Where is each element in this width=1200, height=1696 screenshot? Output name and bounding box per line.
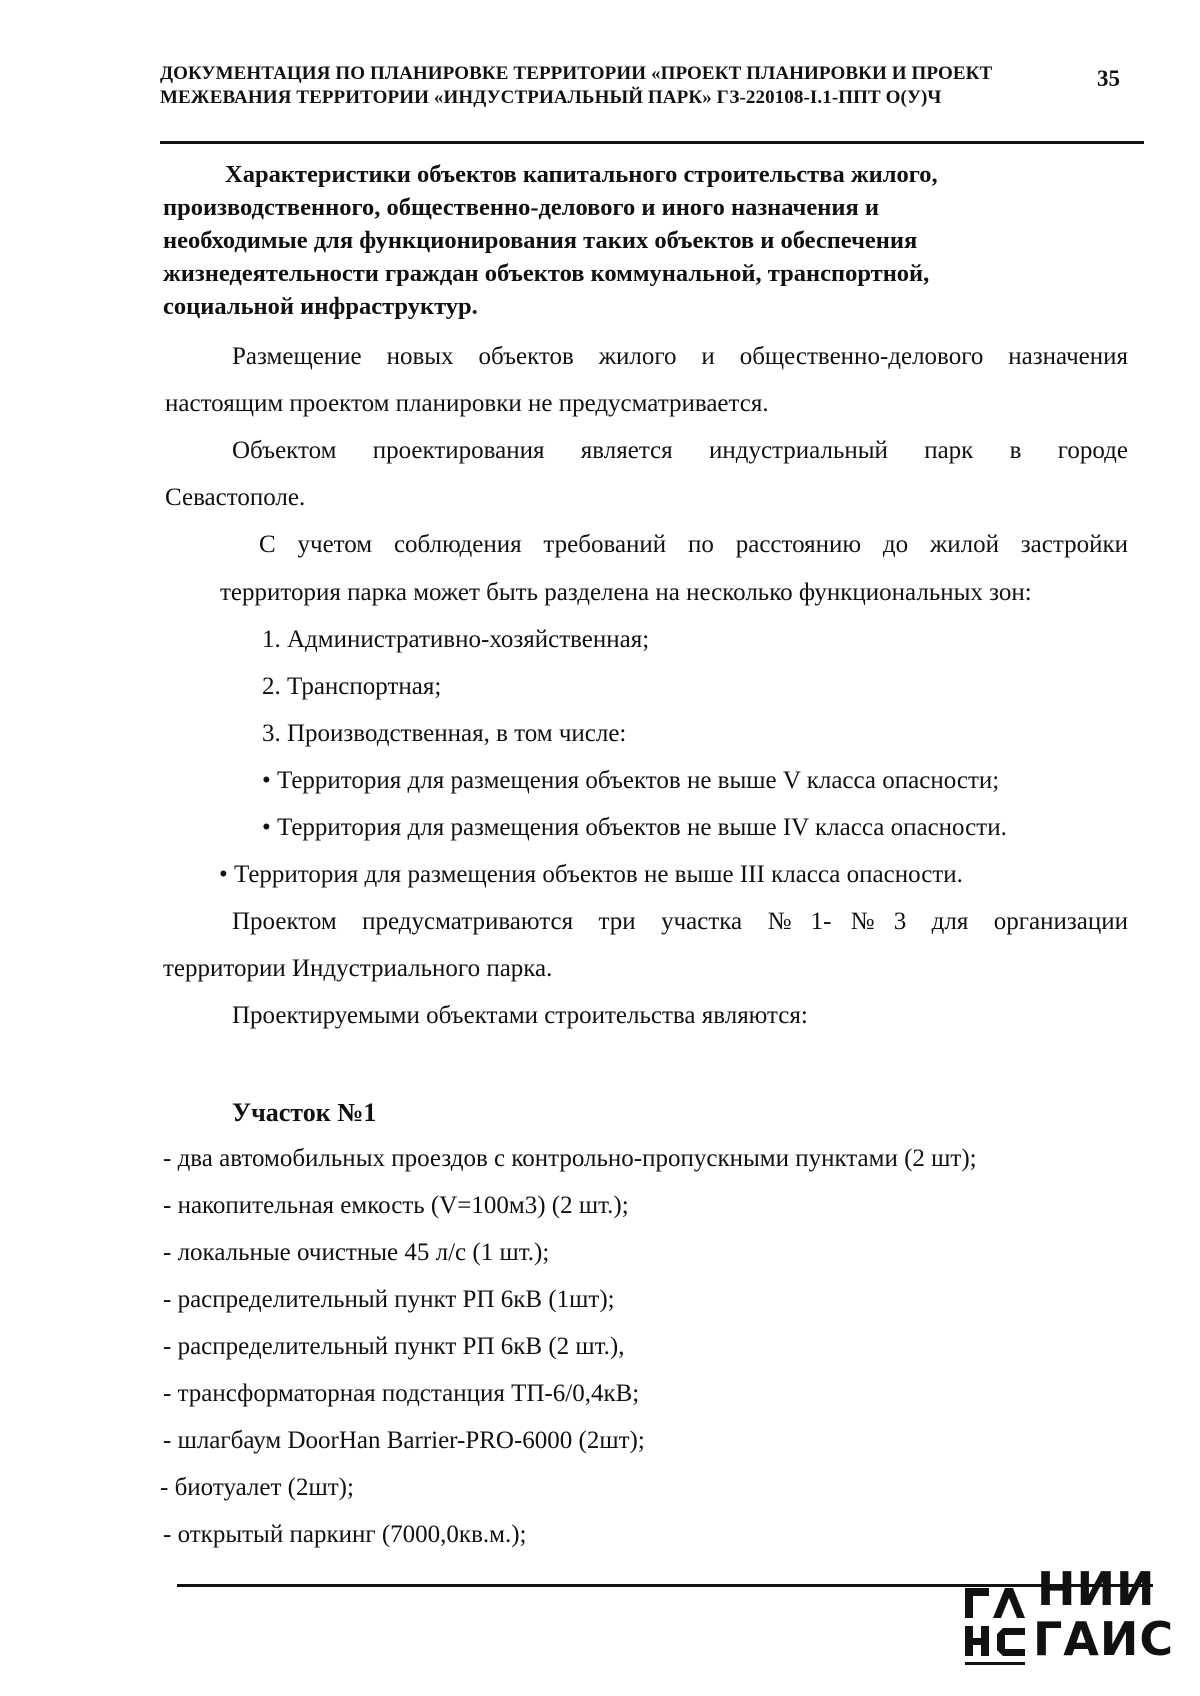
section-item: - два автомобильных проездов с контрольно-пропускными пунктами (2 шт); xyxy=(163,1145,977,1172)
paragraph-line: территория парка может быть разделена на несколько функциональных зон: xyxy=(220,579,1032,606)
section-heading xyxy=(163,158,1123,323)
section-item: - трансформаторная подстанция ТП-6/0,4кВ; xyxy=(163,1380,640,1407)
page-number: 35 xyxy=(1097,66,1120,91)
header-line-2: МЕЖЕВАНИЯ ТЕРРИТОРИИ «ИНДУСТРИАЛЬНЫЙ ПАРК» ГЗ-220108-I.1-ППТ О(У)Ч xyxy=(160,87,942,108)
header-line-1: ДОКУМЕНТАЦИЯ ПО ПЛАНИРОВКЕ ТЕРРИТОРИИ «ПРОЕКТ ПЛАНИРОВКИ И ПРОЕКТ xyxy=(160,63,993,84)
zone-item: • Территория для размещения объектов не выше V класса опасности; xyxy=(262,767,1000,794)
header-divider xyxy=(160,141,1144,144)
heading-line: жизнедеятельности граждан объектов коммунальной, транспортной, xyxy=(163,260,930,287)
section-item: - локальные очистные 45 л/с (1 шт.); xyxy=(163,1239,550,1266)
section-item: - шлагбаум DoorHan Barrier-PRO-6000 (2шт); xyxy=(163,1427,645,1454)
zone-item: 2. Транспортная; xyxy=(262,673,442,700)
section-item: - открытый паркинг (7000,0кв.м.); xyxy=(163,1521,527,1548)
section-item: - распределительный пункт РП 6кВ (1шт); xyxy=(163,1286,615,1313)
paragraph-line: настоящим проектом планировки не предусматривается. xyxy=(165,390,769,417)
heading-line: необходимые для функционирования таких объектов и обеспечения xyxy=(163,227,918,254)
paragraph-line: Проектируемыми объектами строительства являются: xyxy=(232,1002,808,1029)
zone-item: • Территория для размещения объектов не выше IV класса опасности. xyxy=(262,814,1007,841)
section-item: - распределительный пункт РП 6кВ (2 шт.), xyxy=(163,1333,625,1360)
paragraph-line: С учетом соблюдения требований по расстоянию до жилой застройки xyxy=(259,531,1128,558)
section-item: - биотуалет (2шт); xyxy=(160,1474,354,1501)
paragraph-line: Севастополе. xyxy=(165,484,306,511)
zone-item: 1. Административно-хозяйственная; xyxy=(262,626,650,653)
logo-mark-icon xyxy=(963,1570,1029,1674)
zone-item: 3. Производственная, в том числе: xyxy=(262,720,627,747)
section-title: Участок №1 xyxy=(232,1098,377,1127)
zone-item: • Территория для размещения объектов не выше III класса опасности. xyxy=(219,861,963,888)
document-header xyxy=(160,62,1020,110)
heading-line: социальной инфраструктур. xyxy=(163,293,478,320)
heading-line: Характеристики объектов капитального строительства жилого, xyxy=(225,161,938,188)
logo-text-line-1: НИИ xyxy=(1037,1562,1156,1616)
heading-line: производственного, общественно-делового и иного назначения и xyxy=(163,194,879,221)
nii-gais-logo xyxy=(963,1562,1175,1680)
section-item: - накопительная емкость (V=100м3) (2 шт.); xyxy=(163,1192,629,1219)
paragraph-line: Размещение новых объектов жилого и общественно-делового назначения xyxy=(232,343,1128,370)
paragraph-line: территории Индустриального парка. xyxy=(163,955,553,982)
paragraph-line: Проектом предусматриваются три участка №1-№3 для организации xyxy=(232,908,1128,935)
logo-text-line-2: ГАИС xyxy=(1033,1612,1175,1666)
paragraph-line: Объектом проектирования является индустриальный парк в городе xyxy=(232,437,1128,464)
